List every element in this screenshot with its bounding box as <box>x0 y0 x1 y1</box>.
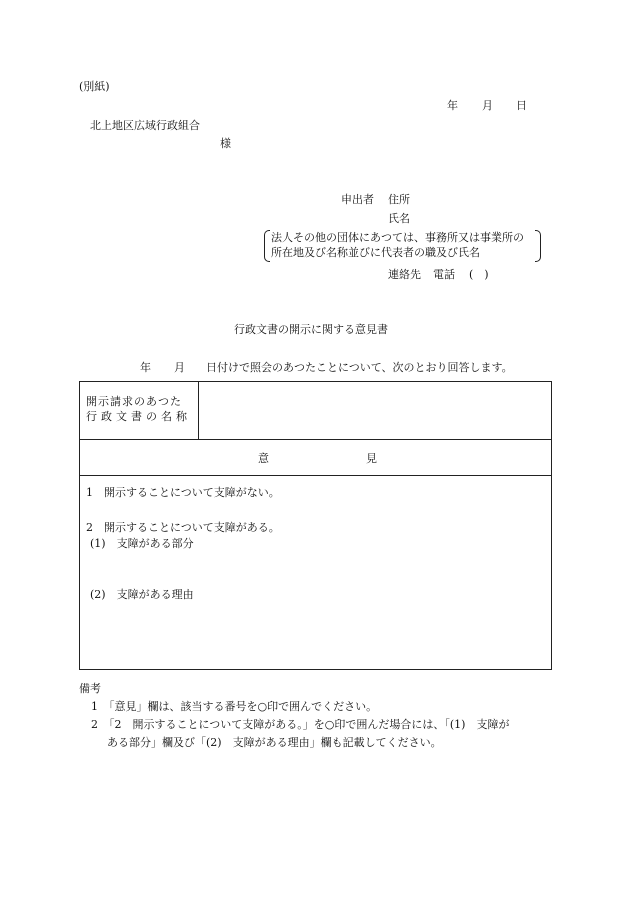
date-year: 年 <box>447 99 458 112</box>
option-2: 2 開示することについて支障がある。 <box>86 521 280 534</box>
intro-text: 日付けで照会のあつたことについて、次のとおり回答します。 <box>206 361 513 374</box>
row-divider-2 <box>80 475 551 476</box>
intro-month: 月 <box>174 361 185 374</box>
bracket-right <box>535 230 541 262</box>
applicant-label: 申出者 <box>341 193 374 206</box>
phone-parens: ( ) <box>469 268 489 281</box>
honorific: 様 <box>220 137 231 150</box>
date-day: 日 <box>516 99 527 112</box>
note-2-line2: ある部分」欄及び「(2) 支障がある理由」欄も記載してください。 <box>107 736 442 749</box>
row-divider-1 <box>80 439 551 440</box>
note-2-line1: 2 「2 開示することについて支障がある。」を○印で囲んだ場合には、「(1) 支障が <box>91 718 510 731</box>
option-1: 1 開示することについて支障がない。 <box>86 486 280 499</box>
doc-name-label-line1: 開示請求のあつた <box>86 395 182 408</box>
name-label: 氏名 <box>388 212 410 225</box>
doc-name-divider <box>198 382 199 439</box>
note-1: 1 「意見」欄は、該当する番号を○印で囲んでください。 <box>91 700 378 713</box>
addressee: 北上地区広域行政組合 <box>90 119 200 132</box>
corporate-note-line2: 所在地及び名称並びに代表者の職及び氏名 <box>271 246 480 259</box>
notes-heading: 備考 <box>79 682 101 695</box>
intro-year: 年 <box>140 361 151 374</box>
sub-item-2: (2) 支障がある理由 <box>90 588 194 601</box>
contact-label: 連絡先 <box>388 268 421 281</box>
corporate-note-line1: 法人その他の団体にあつては、事務所又は事業所の <box>271 231 524 244</box>
attachment-label: (別紙) <box>79 80 110 93</box>
opinion-header-1: 意 <box>258 452 269 465</box>
opinion-header-2: 見 <box>366 452 377 465</box>
bracket-left <box>264 230 270 262</box>
phone-label: 電話 <box>433 268 455 281</box>
opinion-table <box>79 381 552 670</box>
sub-item-1: (1) 支障がある部分 <box>90 537 194 550</box>
address-label: 住所 <box>388 193 410 206</box>
doc-name-field[interactable] <box>206 388 546 434</box>
document-title: 行政文書の開示に関する意見書 <box>234 323 388 336</box>
doc-name-label-line2: 行政文書の名称 <box>86 410 191 423</box>
date-month: 月 <box>482 99 493 112</box>
